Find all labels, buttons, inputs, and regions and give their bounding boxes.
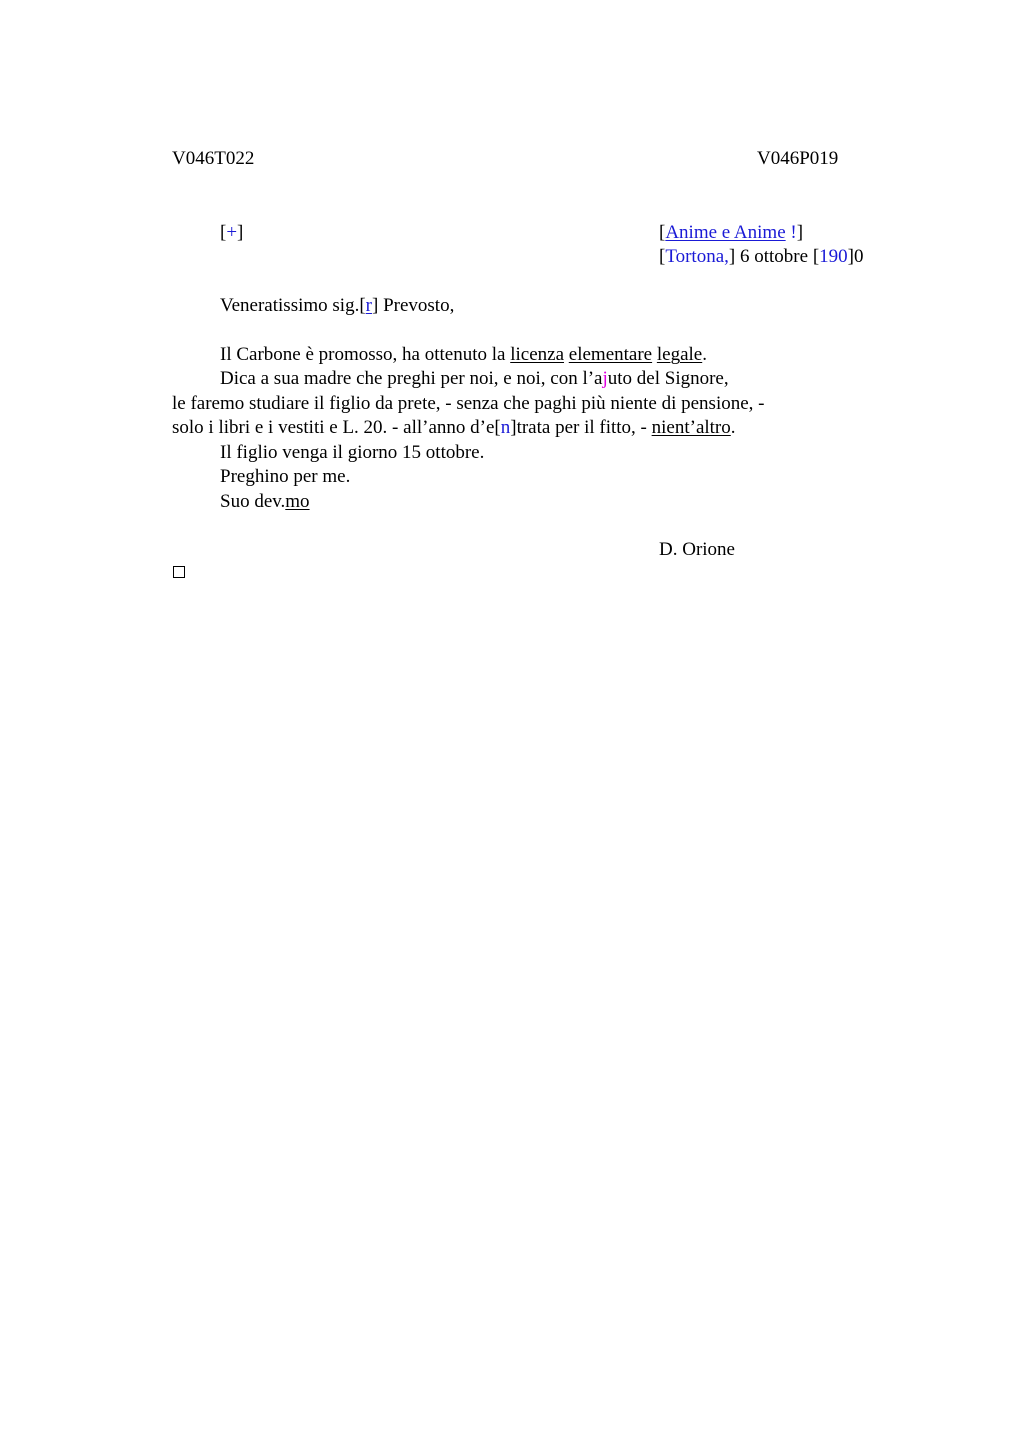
inserted-letter: n (500, 417, 511, 438)
inserted-letter-link[interactable]: r (365, 295, 372, 316)
plus-symbol: + (226, 222, 238, 243)
right-code: V046P019 (757, 148, 839, 169)
bracket-close: ] (728, 246, 736, 267)
period: . (702, 344, 707, 365)
bracket-open: [ (494, 417, 501, 438)
letter-title (659, 223, 803, 242)
underlined-word: licenza (510, 344, 565, 365)
plus-marker (220, 223, 243, 242)
bracket-open: [ (359, 295, 366, 316)
bracket-open: [ (220, 222, 227, 243)
bracket-close: ] (847, 246, 854, 267)
left-code: V046T022 (172, 148, 255, 169)
salutation (220, 296, 454, 315)
body-line-2 (220, 369, 729, 388)
underlined-suffix: mo (285, 491, 310, 512)
letter-date (659, 247, 863, 266)
underlined-word: elementare (568, 344, 653, 365)
line-text: solo i libri e i vestiti e L. 20. - all’anno d’e (172, 417, 495, 438)
line-text: Dica a sua madre che preghi per noi, e noi, con l’a (220, 368, 603, 389)
line-text: Suo dev. (220, 491, 286, 512)
line-text: Il Carbone è promosso, ha ottenuto la (220, 344, 511, 365)
highlighted-letter: j (602, 368, 608, 389)
bracket-open: [ (812, 246, 820, 267)
bracket-open: [ (659, 246, 666, 267)
bracket-open: [ (659, 222, 666, 243)
year-end: 0 (853, 246, 864, 267)
bracket-close: ] (371, 295, 379, 316)
bracket-close: ] (237, 222, 244, 243)
salutation-start: Veneratissimo sig. (220, 295, 360, 316)
body-line-6: Preghino per me. (220, 466, 351, 487)
line-text: uto del Signore, (607, 368, 729, 389)
underlined-word: nient’altro (651, 417, 731, 438)
empty-checkbox[interactable] (173, 566, 185, 578)
line-text: trata per il fitto, - (516, 417, 652, 438)
body-line-1 (220, 345, 707, 364)
signature: D. Orione (659, 539, 735, 560)
body-line-7 (220, 492, 310, 511)
title-link[interactable]: Anime e Anime (665, 222, 786, 243)
underlined-word: legale (656, 344, 703, 365)
date-text: 6 ottobre (735, 246, 813, 267)
body-line-4 (172, 418, 736, 437)
period: . (730, 417, 736, 438)
salutation-end: Prevosto, (378, 295, 455, 316)
year-insert: 190 (819, 246, 848, 267)
bracket-close: ] (510, 417, 517, 438)
title-exclamation: ! (785, 222, 797, 243)
body-line-5: Il figlio venga il giorno 15 ottobre. (220, 442, 485, 463)
bracket-close: ] (796, 222, 804, 243)
place-name: Tortona, (665, 246, 729, 267)
body-line-3: le faremo studiare il figlio da prete, - senza che paghi più niente di pensione, - (172, 393, 765, 414)
